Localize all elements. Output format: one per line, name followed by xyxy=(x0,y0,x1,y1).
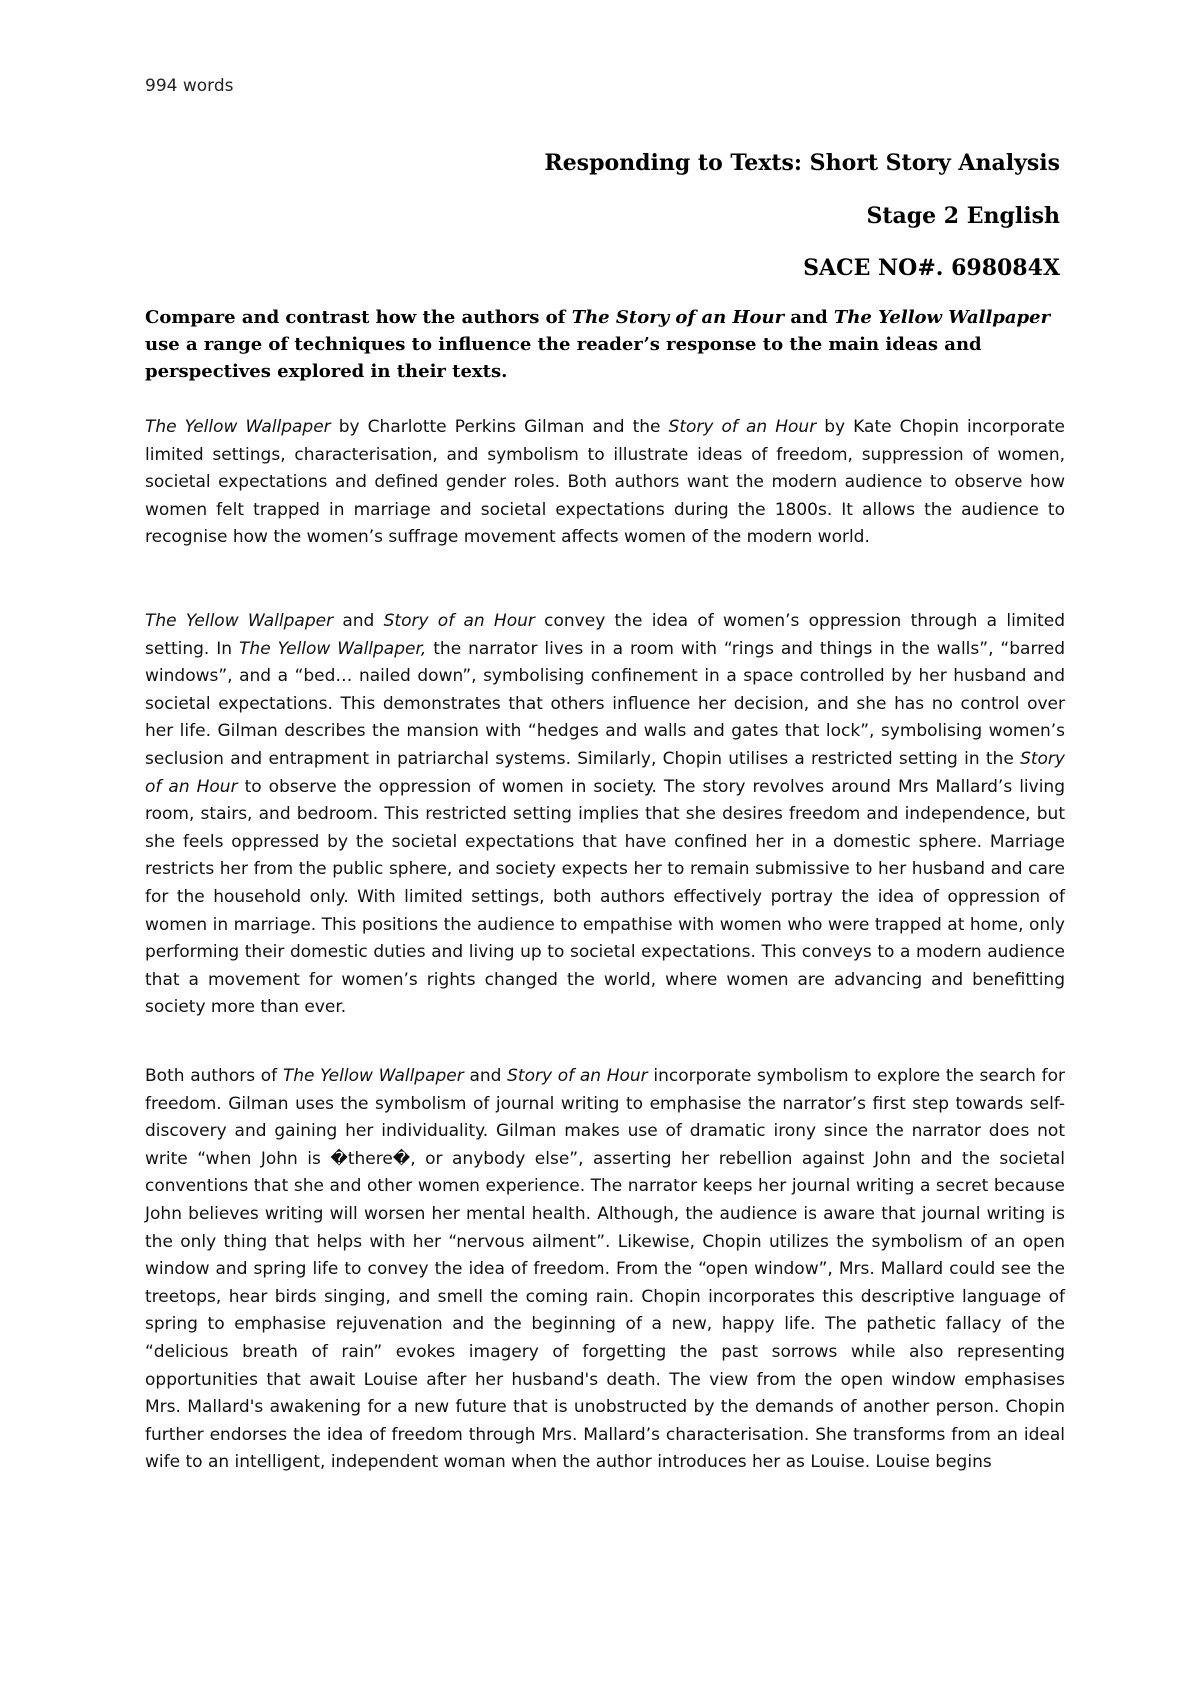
italic-title: The Yellow Wallpaper xyxy=(282,1066,464,1086)
paragraph-text: Both authors of xyxy=(145,1066,283,1086)
paragraph-text: to observe the oppression of women in society. The story revolves around Mrs Mallard’s living room, stairs, and bedroom. This restricted setting implies that she desires freedom and independence, but she feels oppressed by the societal expectations that have confined her in a domestic sphere. Marriage restricts her from the public sphere, and society expects her to remain submissive to her husband and care for the household only. With limited settings, both authors effectively portray the idea of oppression of women in marriage. This positions the audience to empathise with women who were trapped at home, only performing their domestic duties and living up to societal expectations. This conveys to a modern audience that a movement for women’s rights changed the world, where women are advancing and benefitting society more than ever. xyxy=(145,776,1065,1018)
paragraph-text: the narrator lives in a room with “rings and things in the walls”, “barred windows”, and a “bed… nailed down”, symbolising confinement in a space controlled by her husband and societal expectations. This demonstrates that others influence her decision, and she has no control over her life. Gilman describes the mansion with “hedges and walls and gates that lock”, symbolising women’s seclusion and entrapment in patriarchal systems. Similarly, Chopin utilises a restricted setting in the xyxy=(145,638,1065,769)
paragraph-symbolism xyxy=(145,1063,1065,1477)
subject-label: Stage 2 English xyxy=(866,203,1060,229)
italic-title: Story of an Hour xyxy=(507,1066,648,1086)
document-title: Responding to Texts: Short Story Analysis xyxy=(544,150,1060,176)
question-text: use a range of techniques to influence the reader’s response to the main ideas and perspectives explored in their texts. xyxy=(145,334,982,382)
paragraph-text: incorporate symbolism to explore the search for freedom. Gilman uses the symbolism of journal writing to emphasise the narrator’s first step towards self-discovery and gaining her individuality. Gilman makes use of dramatic irony since the narrator does not write “when John is �there�, or anybody else”, asserting her rebellion against John and the societal conventions that she and other women experience. The narrator keeps her journal writing a secret because John believes writing will worsen her mental health. Although, the audience is aware that journal writing is the only thing that helps with her “nervous ailment”. Likewise, Chopin utilizes the symbolism of an open window and spring life to convey the idea of freedom. From the “open window”, Mrs. Mallard could see the treetops, hear birds singing, and smell the coming rain. Chopin incorporates this descriptive language of spring to emphasise rejuvenation and the beginning of a new, happy life. The pathetic fallacy of the “delicious breath of rain” evokes imagery of forgetting the past sorrows while also representing opportunities that await Louise after her husband's death. The view from the open window emphasises Mrs. Mallard's awakening for a new future that is unobstructed by the demands of another person. Chopin further endorses the idea of freedom through Mrs. Mallard’s characterisation. She transforms from an ideal wife to an intelligent, independent woman when the author introduces her as Louise. Louise begins xyxy=(145,1066,1066,1473)
italic-title: Story of an Hour xyxy=(668,417,817,437)
italic-title: Story of an Hour xyxy=(145,748,1065,797)
italic-title: The Yellow Wallpaper xyxy=(145,417,331,437)
paragraph-introduction xyxy=(145,414,1065,552)
question-text: Compare and contrast how the authors of xyxy=(145,307,572,328)
italic-title: The Yellow Wallpaper xyxy=(145,611,334,631)
sace-number: SACE NO#. 698084X xyxy=(803,255,1060,281)
paragraph-text: by Kate Chopin incorporate limited settings, characterisation, and symbolism to illustrate ideas of freedom, suppression of women, societal expectations and defined gender roles. Both authors want the modern audience to observe how women felt trapped in marriage and societal expectations during the 1800s. It allows the audience to recognise how the women’s suffrage movement affects women of the modern world. xyxy=(145,417,1065,548)
paragraph-text: and xyxy=(463,1066,508,1086)
paragraph-setting xyxy=(145,608,1065,1022)
question-text: and xyxy=(784,307,834,328)
word-count: 994 words xyxy=(145,76,234,96)
paragraph-text: and xyxy=(333,611,384,631)
paragraph-text: by Charlotte Perkins Gilman and the xyxy=(330,417,669,437)
essay-question xyxy=(145,304,1065,385)
paragraph-text: convey the idea of women’s oppression through a limited setting. In xyxy=(145,611,1065,659)
question-title-story-of-an-hour: The Story of an Hour xyxy=(571,307,785,328)
italic-title: The Yellow Wallpaper, xyxy=(239,638,427,659)
italic-title: Story of an Hour xyxy=(383,611,535,631)
question-title-yellow-wallpaper: The Yellow Wallpaper xyxy=(833,307,1051,328)
